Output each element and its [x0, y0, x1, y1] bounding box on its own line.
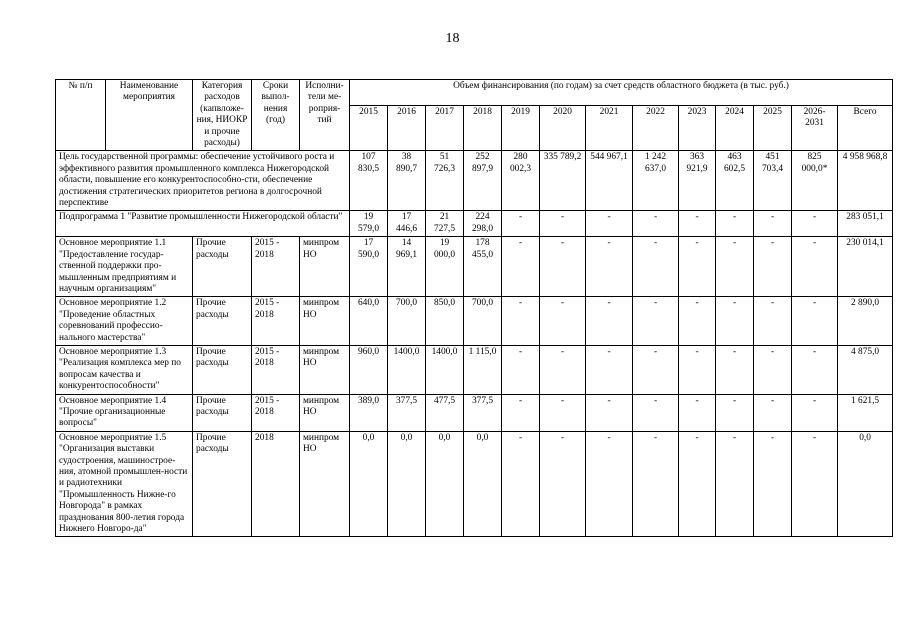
- value-cell: 960,0: [350, 345, 388, 394]
- value-cell: 38 890,7: [388, 151, 426, 211]
- value-cell: 1 115,0: [464, 345, 502, 394]
- value-cell: -: [716, 345, 754, 394]
- header-funding: Объем финансирования (по годам) за счет средств областного бюджета (в тыс. руб.): [350, 80, 893, 106]
- value-cell: 224 298,0: [464, 211, 502, 237]
- value-cell: -: [716, 237, 754, 297]
- value-cell: -: [792, 345, 838, 394]
- value-cell: 477,5: [426, 394, 464, 431]
- total-cell: 283 051,1: [838, 211, 893, 237]
- value-cell: -: [754, 237, 792, 297]
- value-cell: -: [633, 237, 679, 297]
- measure-name: Основное мероприятие 1.3 "Реализация комплекса мер по вопросам качества и конкурентоспособности": [56, 345, 193, 394]
- measure-executor: минпром НО: [300, 297, 350, 346]
- value-cell: 544 967,1: [586, 151, 633, 211]
- measure-rows: [56, 237, 893, 537]
- table-row: [56, 394, 893, 431]
- value-cell: -: [502, 237, 540, 297]
- value-cell: 700,0: [388, 297, 426, 346]
- measure-executor: минпром НО: [300, 237, 350, 297]
- measure-category: Прочие расходы: [193, 345, 252, 394]
- header-terms: Сроки выпол-нения (год): [252, 80, 300, 151]
- value-cell: -: [540, 237, 586, 297]
- value-cell: -: [633, 394, 679, 431]
- value-cell: 825 000,0*: [792, 151, 838, 211]
- goal-text: Цель государственной программы: обеспечение устойчивого роста и эффективного развития промышленного комплекса Нижегородской области, повышение его конкурентоспособно-сти, обеспечение достижения стратегических приоритетов региона в долгосрочной перспективе: [56, 151, 350, 211]
- value-cell: -: [754, 431, 792, 537]
- value-cell: 1 242 637,0: [633, 151, 679, 211]
- value-cell: -: [586, 345, 633, 394]
- value-cell: -: [540, 297, 586, 346]
- measure-executor: минпром НО: [300, 345, 350, 394]
- value-cell: -: [502, 394, 540, 431]
- value-cell: 377,5: [388, 394, 426, 431]
- header-category: Категория расходов (капвложе-ния, НИОКР и прочие расходы): [193, 80, 252, 151]
- value-cell: 335 789,2: [540, 151, 586, 211]
- value-cell: -: [792, 211, 838, 237]
- header-year-total: Всего: [838, 105, 893, 151]
- header-executors: Исполни-тели ме-роприя-тий: [300, 80, 350, 151]
- value-cell: 640,0: [350, 297, 388, 346]
- value-cell: 363 921,9: [679, 151, 716, 211]
- measure-name: Основное мероприятие 1.5 "Организация выставки судостроения, машинострое-ния, атомной промышлен-ности и радиотехники "Промышленность Нижне-го Новгорода" в рамках празднования 800-летия города Нижнего Новгоро-да": [56, 431, 193, 537]
- goal-row: [56, 151, 893, 211]
- value-cell: -: [586, 237, 633, 297]
- header-year: 2024: [716, 105, 754, 151]
- value-cell: 51 726,3: [426, 151, 464, 211]
- value-cell: -: [792, 431, 838, 537]
- value-cell: 451 703,4: [754, 151, 792, 211]
- total-cell: 4 958 968,8: [838, 151, 893, 211]
- value-cell: -: [502, 211, 540, 237]
- table-row: [56, 237, 893, 297]
- measure-category: Прочие расходы: [193, 431, 252, 537]
- measure-executor: минпром НО: [300, 431, 350, 537]
- header-num: № п/п: [56, 80, 106, 151]
- value-cell: -: [792, 394, 838, 431]
- measure-category: Прочие расходы: [193, 297, 252, 346]
- measure-term: 2015 - 2018: [252, 297, 300, 346]
- value-cell: -: [540, 211, 586, 237]
- value-cell: -: [540, 394, 586, 431]
- value-cell: -: [502, 297, 540, 346]
- value-cell: 1400,0: [426, 345, 464, 394]
- value-cell: -: [540, 345, 586, 394]
- value-cell: -: [754, 394, 792, 431]
- measure-name: Основное мероприятие 1.2 "Проведение областных соревнований профессио-нального мастерства": [56, 297, 193, 346]
- value-cell: 19 579,0: [350, 211, 388, 237]
- measure-term: 2015 - 2018: [252, 237, 300, 297]
- value-cell: 14 969,1: [388, 237, 426, 297]
- value-cell: 0,0: [388, 431, 426, 537]
- header-year: 2025: [754, 105, 792, 151]
- value-cell: 377,5: [464, 394, 502, 431]
- value-cell: -: [679, 297, 716, 346]
- value-cell: 280 002,3: [502, 151, 540, 211]
- value-cell: -: [540, 431, 586, 537]
- header-row: [56, 80, 893, 106]
- header-year: 2026-2031: [792, 105, 838, 151]
- table-row: [56, 345, 893, 394]
- value-cell: 21 727,5: [426, 211, 464, 237]
- header-year: 2018: [464, 105, 502, 151]
- value-cell: 0,0: [464, 431, 502, 537]
- value-cell: -: [679, 394, 716, 431]
- funding-table: [55, 79, 893, 537]
- value-cell: -: [586, 297, 633, 346]
- value-cell: -: [716, 394, 754, 431]
- total-cell: 4 875,0: [838, 345, 893, 394]
- value-cell: -: [754, 211, 792, 237]
- value-cell: -: [754, 297, 792, 346]
- value-cell: 0,0: [350, 431, 388, 537]
- value-cell: 17 446,6: [388, 211, 426, 237]
- header-year: 2021: [586, 105, 633, 151]
- value-cell: 850,0: [426, 297, 464, 346]
- value-cell: 1400,0: [388, 345, 426, 394]
- value-cell: 252 897,9: [464, 151, 502, 211]
- measure-term: 2018: [252, 431, 300, 537]
- value-cell: -: [633, 345, 679, 394]
- value-cell: 700,0: [464, 297, 502, 346]
- value-cell: -: [792, 237, 838, 297]
- value-cell: -: [792, 297, 838, 346]
- header-year: 2023: [679, 105, 716, 151]
- page-number: 18: [445, 31, 460, 46]
- value-cell: -: [679, 431, 716, 537]
- value-cell: -: [716, 211, 754, 237]
- value-cell: -: [586, 394, 633, 431]
- header-year: 2017: [426, 105, 464, 151]
- value-cell: -: [586, 431, 633, 537]
- header-year: 2019: [502, 105, 540, 151]
- measure-term: 2015 - 2018: [252, 345, 300, 394]
- value-cell: -: [716, 297, 754, 346]
- value-cell: -: [679, 237, 716, 297]
- total-cell: 230 014,1: [838, 237, 893, 297]
- measure-category: Прочие расходы: [193, 237, 252, 297]
- value-cell: 107 830,5: [350, 151, 388, 211]
- value-cell: -: [633, 431, 679, 537]
- header-year: 2015: [350, 105, 388, 151]
- value-cell: 19 000,0: [426, 237, 464, 297]
- table-row: [56, 431, 893, 537]
- total-cell: 0,0: [838, 431, 893, 537]
- value-cell: 178 455,0: [464, 237, 502, 297]
- subprogram-row: [56, 211, 893, 237]
- value-cell: 463 602,5: [716, 151, 754, 211]
- measure-term: 2015 - 2018: [252, 394, 300, 431]
- table-row: [56, 297, 893, 346]
- value-cell: -: [679, 211, 716, 237]
- measure-executor: минпром НО: [300, 394, 350, 431]
- value-cell: -: [633, 211, 679, 237]
- value-cell: -: [679, 345, 716, 394]
- header-name: Наименование мероприятия: [106, 80, 193, 151]
- subprogram-text: Подпрограмма 1 "Развитие промышленности Нижегородской области": [56, 211, 350, 237]
- header-year: 2020: [540, 105, 586, 151]
- value-cell: -: [502, 431, 540, 537]
- value-cell: 389,0: [350, 394, 388, 431]
- value-cell: -: [754, 345, 792, 394]
- header-year: 2022: [633, 105, 679, 151]
- value-cell: -: [586, 211, 633, 237]
- measure-name: Основное мероприятие 1.4 "Прочие организационные вопросы": [56, 394, 193, 431]
- total-cell: 1 621,5: [838, 394, 893, 431]
- measure-name: Основное мероприятие 1.1 "Предоставление государ-ственной поддержки про-мышленным предприятиям и научным организациям": [56, 237, 193, 297]
- value-cell: -: [716, 431, 754, 537]
- value-cell: -: [502, 345, 540, 394]
- measure-category: Прочие расходы: [193, 394, 252, 431]
- value-cell: 17 590,0: [350, 237, 388, 297]
- value-cell: -: [633, 297, 679, 346]
- value-cell: 0,0: [426, 431, 464, 537]
- header-year: 2016: [388, 105, 426, 151]
- total-cell: 2 890,0: [838, 297, 893, 346]
